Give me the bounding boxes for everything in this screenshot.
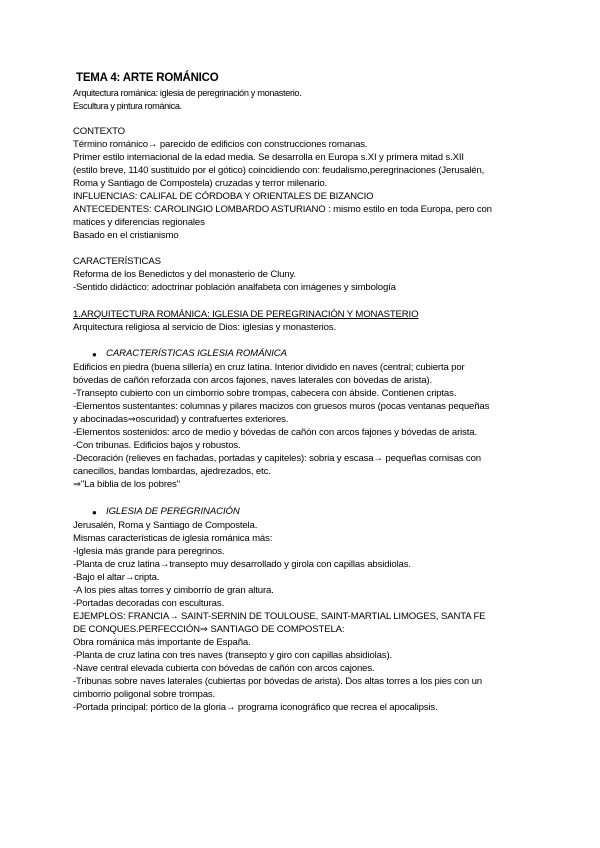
text-line: -Nave central elevada cubierta con bóvedas de cañón con arcos cajones. bbox=[73, 663, 375, 674]
text-line: ANTECEDENTES: CAROLINGIO LOMBARDO ASTURIANO : mismo estilo en toda Europa, pero con bbox=[73, 204, 492, 215]
text-line: INFLUENCIAS: CALIFAL DE CÓRDOBA Y ORIENTALES DE BIZANCIO bbox=[73, 191, 374, 202]
text-line: -Iglesia más grande para peregrinos. bbox=[73, 546, 225, 557]
text-line: y abocinadas⇒oscuridad) y contrafuertes exteriores. bbox=[73, 414, 289, 425]
text-line: canecillos, bandas lombardas, ajedrezados, etc. bbox=[73, 466, 271, 477]
subtitle-line: Arquitectura románica: iglesia de peregrinación y monasterio. bbox=[73, 88, 302, 98]
subtitle-line: Escultura y pintura románica. bbox=[73, 101, 182, 111]
text-line: Reforma de los Benedictos y del monasterio de Cluny. bbox=[73, 269, 296, 280]
text-line: Primer estilo internacional de la edad media. Se desarrolla en Europa s.XI y primera mitad s.XII bbox=[73, 152, 464, 163]
text-line: bóvedas de cañón reforzada con arcos fajones, naves laterales con bóvedas de arista). bbox=[73, 375, 432, 386]
text-line: Edificios en piedra (buena sillería) en cruz latina. Interior dividido en naves (central; cubierta por bbox=[73, 362, 465, 373]
text-line: Obra románica más importante de España. bbox=[73, 637, 251, 648]
section-heading-caracteristicas: CARACTERÍSTICAS bbox=[73, 256, 161, 267]
text-line: Roma y Santiago de Compostela) cruzadas y terror milenario. bbox=[73, 178, 328, 189]
text-line: -Sentido didáctico: adoctrinar población analfabeta con imágenes y simbología bbox=[73, 282, 396, 293]
bullet-icon: ● bbox=[92, 350, 97, 359]
text-line: EJEMPLOS: FRANCIA→ SAINT-SERNIN DE TOULOUSE, SAINT-MARTIAL LIMOGES, SANTA FE bbox=[73, 611, 486, 622]
text-line: -Con tribunas. Edificios bajos y robustos. bbox=[73, 440, 241, 451]
text-line: -Decoración (relieves en fachadas, portadas y capiteles): sobria y escasa→ pequeñas cornisas con bbox=[73, 453, 481, 464]
text-line: -Elementos sustentantes: columnas y pilares macizos con gruesos muros (pocas ventanas pequeñas bbox=[73, 401, 490, 412]
text-line: (estilo breve, 1140 sustituido por el gótico) coincidiendo con: feudalismo,peregrinaciones (Jerusalén, bbox=[73, 165, 485, 176]
text-line: cimborrio poligonal sobre trompas. bbox=[73, 689, 216, 700]
text-line: -Planta de cruz latina con tres naves (transepto y giro con capillas absidiolas). bbox=[73, 650, 393, 661]
text-line: -Tribunas sobre naves laterales (cubiertas por bóvedas de arista). Dos altas torres a los pies con un bbox=[73, 676, 482, 687]
text-line: -Portada principal: pórtico de la gloria→ programa iconográfico que recrea el apocalipsis. bbox=[73, 702, 438, 713]
text-line: Mismas características de iglesia románica más: bbox=[73, 533, 273, 544]
text-line: -Planta de cruz latina→transepto muy desarrollado y girola con capillas absidiolas. bbox=[73, 559, 411, 570]
text-line: -Bajo el altar→cripta. bbox=[73, 572, 160, 583]
text-line: Basado en el cristianismo bbox=[73, 230, 179, 241]
bullet-heading-iglesia-peregrinacion: IGLESIA DE PEREGRINACIÓN bbox=[106, 506, 240, 517]
text-line: -A los pies altas torres y cimborrio de gran altura. bbox=[73, 585, 274, 596]
text-line: Jerusalén, Roma y Santiago de Compostela. bbox=[73, 520, 258, 531]
section-heading-arquitectura: 1.ARQUITECTURA ROMÁNICA: IGLESIA DE PEREGRINACIÓN Y MONASTERIO bbox=[73, 309, 419, 320]
page-title: TEMA 4: ARTE ROMÁNICO bbox=[76, 72, 219, 84]
bullet-heading-iglesia-romanica: CARACTERÍSTICAS IGLESIA ROMÁNICA bbox=[106, 348, 287, 359]
text-line: -Transepto cubierto con un cimborrio sobre trompas, cabecera con ábside. Contienen criptas. bbox=[73, 388, 457, 399]
text-line: -Elementos sostenidos: arco de medio y bóvedas de cañón con arcos fajones y bóvedas de arista. bbox=[73, 427, 478, 438]
text-line: ⇒"La biblia de los pobres" bbox=[73, 479, 180, 490]
text-line: -Portadas decoradas con esculturas. bbox=[73, 598, 224, 609]
text-line: DE CONQUES.PERFECCIÓN⇒ SANTIAGO DE COMPOSTELA: bbox=[73, 624, 345, 635]
text-line: matices y diferencias regionales bbox=[73, 217, 205, 228]
text-line: Arquitectura religiosa al servicio de Dios: iglesias y monasterios. bbox=[73, 322, 336, 333]
section-heading-contexto: CONTEXTO bbox=[73, 126, 125, 137]
text-line: Término románico→ parecido de edificios con construcciones romanas. bbox=[73, 139, 368, 150]
bullet-icon: ● bbox=[92, 508, 97, 517]
